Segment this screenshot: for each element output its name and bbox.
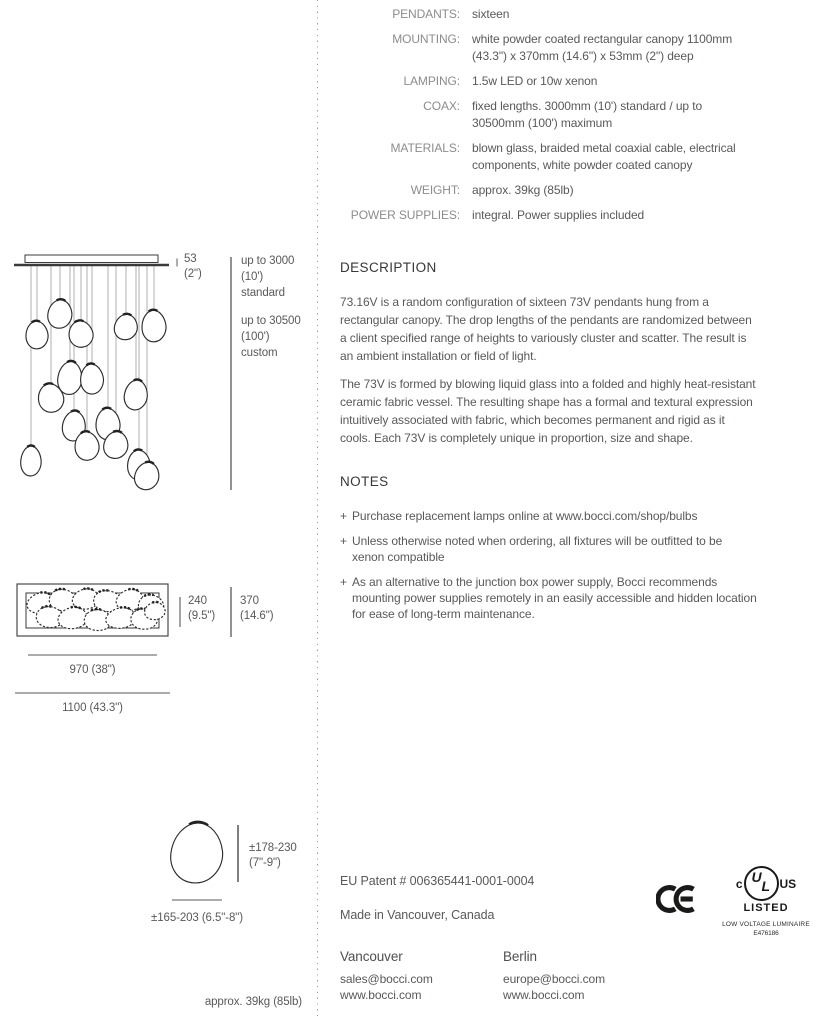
ce-mark-icon bbox=[656, 884, 700, 914]
ul-c-label: c bbox=[735, 876, 743, 891]
plus-bullet: + bbox=[340, 575, 347, 589]
dotted-divider bbox=[317, 0, 318, 1016]
ul-letter-u: U bbox=[751, 869, 762, 885]
spec-label-mounting: MOUNTING: bbox=[392, 32, 460, 46]
note-text: Purchase replacement lamps online at www.bocci.com/shop/bulbs bbox=[352, 509, 698, 523]
spec-table bbox=[340, 6, 772, 224]
contact-city: Vancouver bbox=[340, 949, 403, 964]
spec-value-pendants: sixteen bbox=[472, 7, 510, 21]
dim-370: 370 (14.6") bbox=[240, 595, 274, 622]
spec-value-mounting: white powder coated rectangular canopy 1100mm (43.3") x 370mm (14.6") x 53mm (2") deep bbox=[472, 32, 733, 63]
ul-file-number: E476186 bbox=[753, 930, 779, 937]
note-text: As an alternative to the junction box power supply, Bocci recommends mounting power supplies remotely in an easily accessible and hidden location for ease of long-term maintenance. bbox=[352, 575, 757, 621]
note-text: Unless otherwise noted when ordering, all fixtures will be outfitted to be xenon compatible bbox=[352, 534, 723, 564]
spec-label-lamping: LAMPING: bbox=[403, 74, 460, 88]
contact-email: sales@bocci.com bbox=[340, 972, 433, 986]
description-paragraph-2: The 73V is formed by blowing liquid glass into a folded and highly heat-resistant ceramic fabric vessel. The resulting shape has a formal and textural expression intuitively associated with fabric, which becomes permanent and rigid as it cools. Each 73V is completely unique in proportion, size and shape. bbox=[340, 377, 756, 445]
ul-circle-icon bbox=[744, 866, 779, 901]
ul-letter-l: L bbox=[761, 878, 770, 894]
notes-list bbox=[340, 508, 757, 631]
patent-text: EU Patent # 006365441-0001-0004 bbox=[340, 874, 535, 888]
note-item bbox=[340, 508, 757, 524]
contact-city: Berlin bbox=[503, 949, 537, 964]
plus-bullet: + bbox=[340, 509, 347, 523]
ul-mark-row bbox=[711, 866, 821, 901]
spec-label-power-supplies: POWER SUPPLIES: bbox=[350, 208, 460, 222]
pendant-weight-note: approx. 39kg (85lb) bbox=[204, 996, 302, 1008]
plus-bullet: + bbox=[340, 534, 347, 548]
spec-value-power-supplies: integral. Power supplies included bbox=[472, 208, 645, 222]
contact-web: www.bocci.com bbox=[340, 988, 422, 1002]
notes-heading: NOTES bbox=[340, 474, 389, 489]
spec-label-materials: MATERIALS: bbox=[390, 141, 460, 155]
ul-listed-mark bbox=[711, 866, 821, 938]
dim-pendant-width: ±165-203 (6.5"-8") bbox=[151, 912, 243, 924]
spec-value-materials: blown glass, braided metal coaxial cable, electrical components, white powder coated canopy bbox=[472, 141, 736, 172]
dim-canopy-depth: 53 (2") bbox=[184, 253, 202, 280]
spec-value-weight: approx. 39kg (85lb) bbox=[472, 183, 574, 197]
spec-label-coax: COAX: bbox=[423, 99, 460, 113]
ul-category-label: LOW VOLTAGE LUMINAIRE bbox=[722, 921, 810, 928]
contact-vancouver bbox=[340, 949, 433, 1003]
dim-970: 970 (38") bbox=[69, 664, 116, 676]
contact-email: europe@bocci.com bbox=[503, 972, 605, 986]
made-in-text: Made in Vancouver, Canada bbox=[340, 908, 495, 922]
ul-listed-label: LISTED bbox=[743, 902, 789, 914]
description-paragraph-1: 73.16V is a random configuration of sixteen 73V pendants hung from a rectangular canopy. The drop lengths of the pendants are randomized between a client specified range of heights to variously cluster and scatter. The result is an ambient installation or field of light. bbox=[340, 295, 752, 363]
description-heading: DESCRIPTION bbox=[340, 260, 437, 275]
dim-240: 240 (9.5") bbox=[188, 595, 216, 622]
dim-drop-custom: up to 30500 (100') custom bbox=[241, 315, 301, 359]
spec-label-pendants: PENDANTS: bbox=[392, 7, 460, 21]
spec-value-coax: fixed lengths. 3000mm (10') standard / up to 30500mm (100') maximum bbox=[472, 99, 703, 130]
spec-label-weight: WEIGHT: bbox=[410, 183, 460, 197]
pendant-blobs bbox=[21, 298, 167, 491]
canopy-bar bbox=[14, 255, 169, 265]
contact-berlin bbox=[503, 949, 605, 1003]
note-item bbox=[340, 574, 757, 622]
dim-pendant-height: ±178-230 (7"-9") bbox=[249, 842, 297, 869]
dim-drop-standard: up to 3000 (10') standard bbox=[241, 255, 295, 299]
note-item bbox=[340, 533, 757, 565]
ul-us-label: US bbox=[779, 876, 797, 891]
dim-1100: 1100 (43.3") bbox=[62, 702, 123, 714]
spec-value-lamping: 1.5w LED or 10w xenon bbox=[472, 74, 598, 88]
contact-web: www.bocci.com bbox=[503, 988, 585, 1002]
